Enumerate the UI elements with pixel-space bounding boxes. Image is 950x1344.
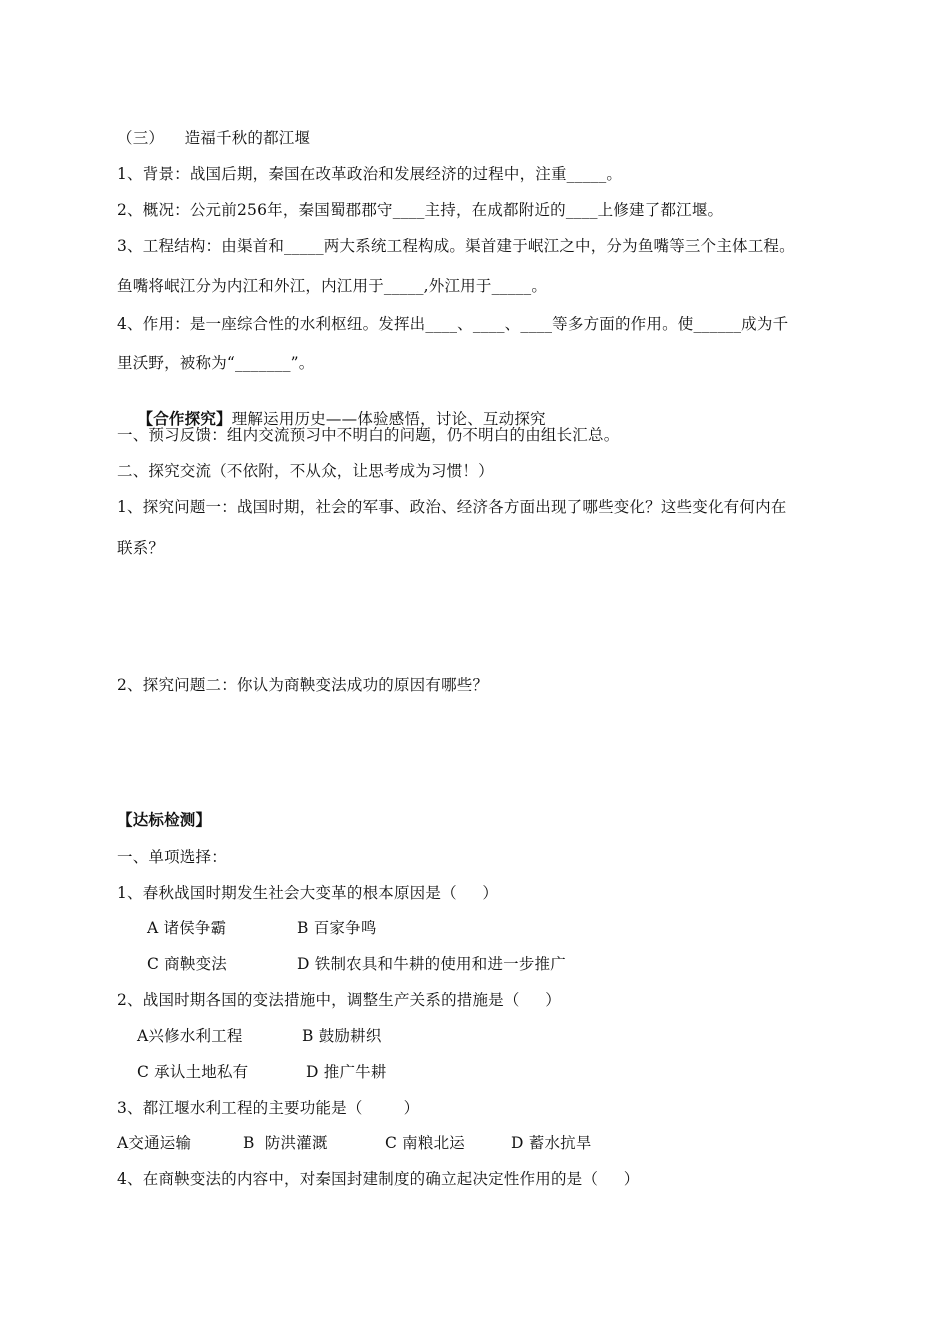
cooperation-title: 【合作探究】 xyxy=(137,409,232,428)
item-structure-line1: 3、工程结构：由渠首和_____两大系统工程构成。渠首建于岷江之中，分为鱼嘴等三个主体工程。 xyxy=(117,237,795,255)
q2-option-c: C 承认土地私有 xyxy=(137,1063,249,1081)
q2-option-b: B 鼓励耕织 xyxy=(302,1027,382,1045)
preview-feedback: 一、预习反馈：组内交流预习中不明白的问题，仍不明白的由组长汇总。 xyxy=(117,426,620,444)
question-1: 1、春秋战国时期发生社会大变革的根本原因是（ ） xyxy=(117,884,499,902)
item-structure-line2: 鱼嘴将岷江分为内江和外江，内江用于_____,外江用于_____。 xyxy=(117,277,548,295)
item-function-line1: 4、作用：是一座综合性的水利枢纽。发挥出____、____、____等多方面的作用。使______成为千 xyxy=(117,315,789,333)
q2-option-a: A兴修水利工程 xyxy=(137,1027,243,1045)
test-section: 一、单项选择： xyxy=(117,848,227,866)
question-2: 2、战国时期各国的变法措施中，调整生产关系的措施是（ ） xyxy=(117,991,561,1009)
q2-option-d: D 推广牛耕 xyxy=(306,1063,387,1081)
q3-option-b: B 防洪灌溉 xyxy=(243,1134,328,1152)
cooperation-subtitle: 理解运用历史——体验感悟，讨论、互动探究 xyxy=(231,410,546,428)
q1-option-c: C 商鞅变法 xyxy=(147,955,227,973)
question-3: 3、都江堰水利工程的主要功能是（ ） xyxy=(117,1099,420,1117)
item-background: 1、背景：战国后期，秦国在改革政治和发展经济的过程中，注重_____。 xyxy=(117,165,623,183)
question-4: 4、在商鞅变法的内容中，对秦国封建制度的确立起决定性作用的是（ ） xyxy=(117,1170,640,1188)
q1-option-d: D 铁制农具和牛耕的使用和进一步推广 xyxy=(297,955,566,973)
q3-option-a: A交通运输 xyxy=(117,1134,192,1152)
explore-exchange: 二、探究交流（不依附，不从众，让思考成为习惯！） xyxy=(117,462,494,480)
q3-option-c: C 南粮北运 xyxy=(385,1134,465,1152)
q3-option-d: D 蓄水抗旱 xyxy=(511,1134,592,1152)
test-title: 【达标检测】 xyxy=(117,810,212,829)
section-heading: （三） 造福千秋的都江堰 xyxy=(117,129,311,147)
q1-option-a: A 诸侯争霸 xyxy=(147,919,227,937)
question-one-line2: 联系？ xyxy=(117,539,165,557)
item-function-line2: 里沃野，被称为“_______”。 xyxy=(117,354,315,372)
question-two: 2、探究问题二：你认为商鞅变法成功的原因有哪些？ xyxy=(117,676,489,694)
question-one-line1: 1、探究问题一：战国时期，社会的军事、政治、经济各方面出现了哪些变化？这些变化有何内在 xyxy=(117,498,787,516)
q1-option-b: B 百家争鸣 xyxy=(297,919,377,937)
item-overview: 2、概况：公元前256年，秦国蜀郡郡守____主持，在成都附近的____上修建了都江堰。 xyxy=(117,201,724,219)
